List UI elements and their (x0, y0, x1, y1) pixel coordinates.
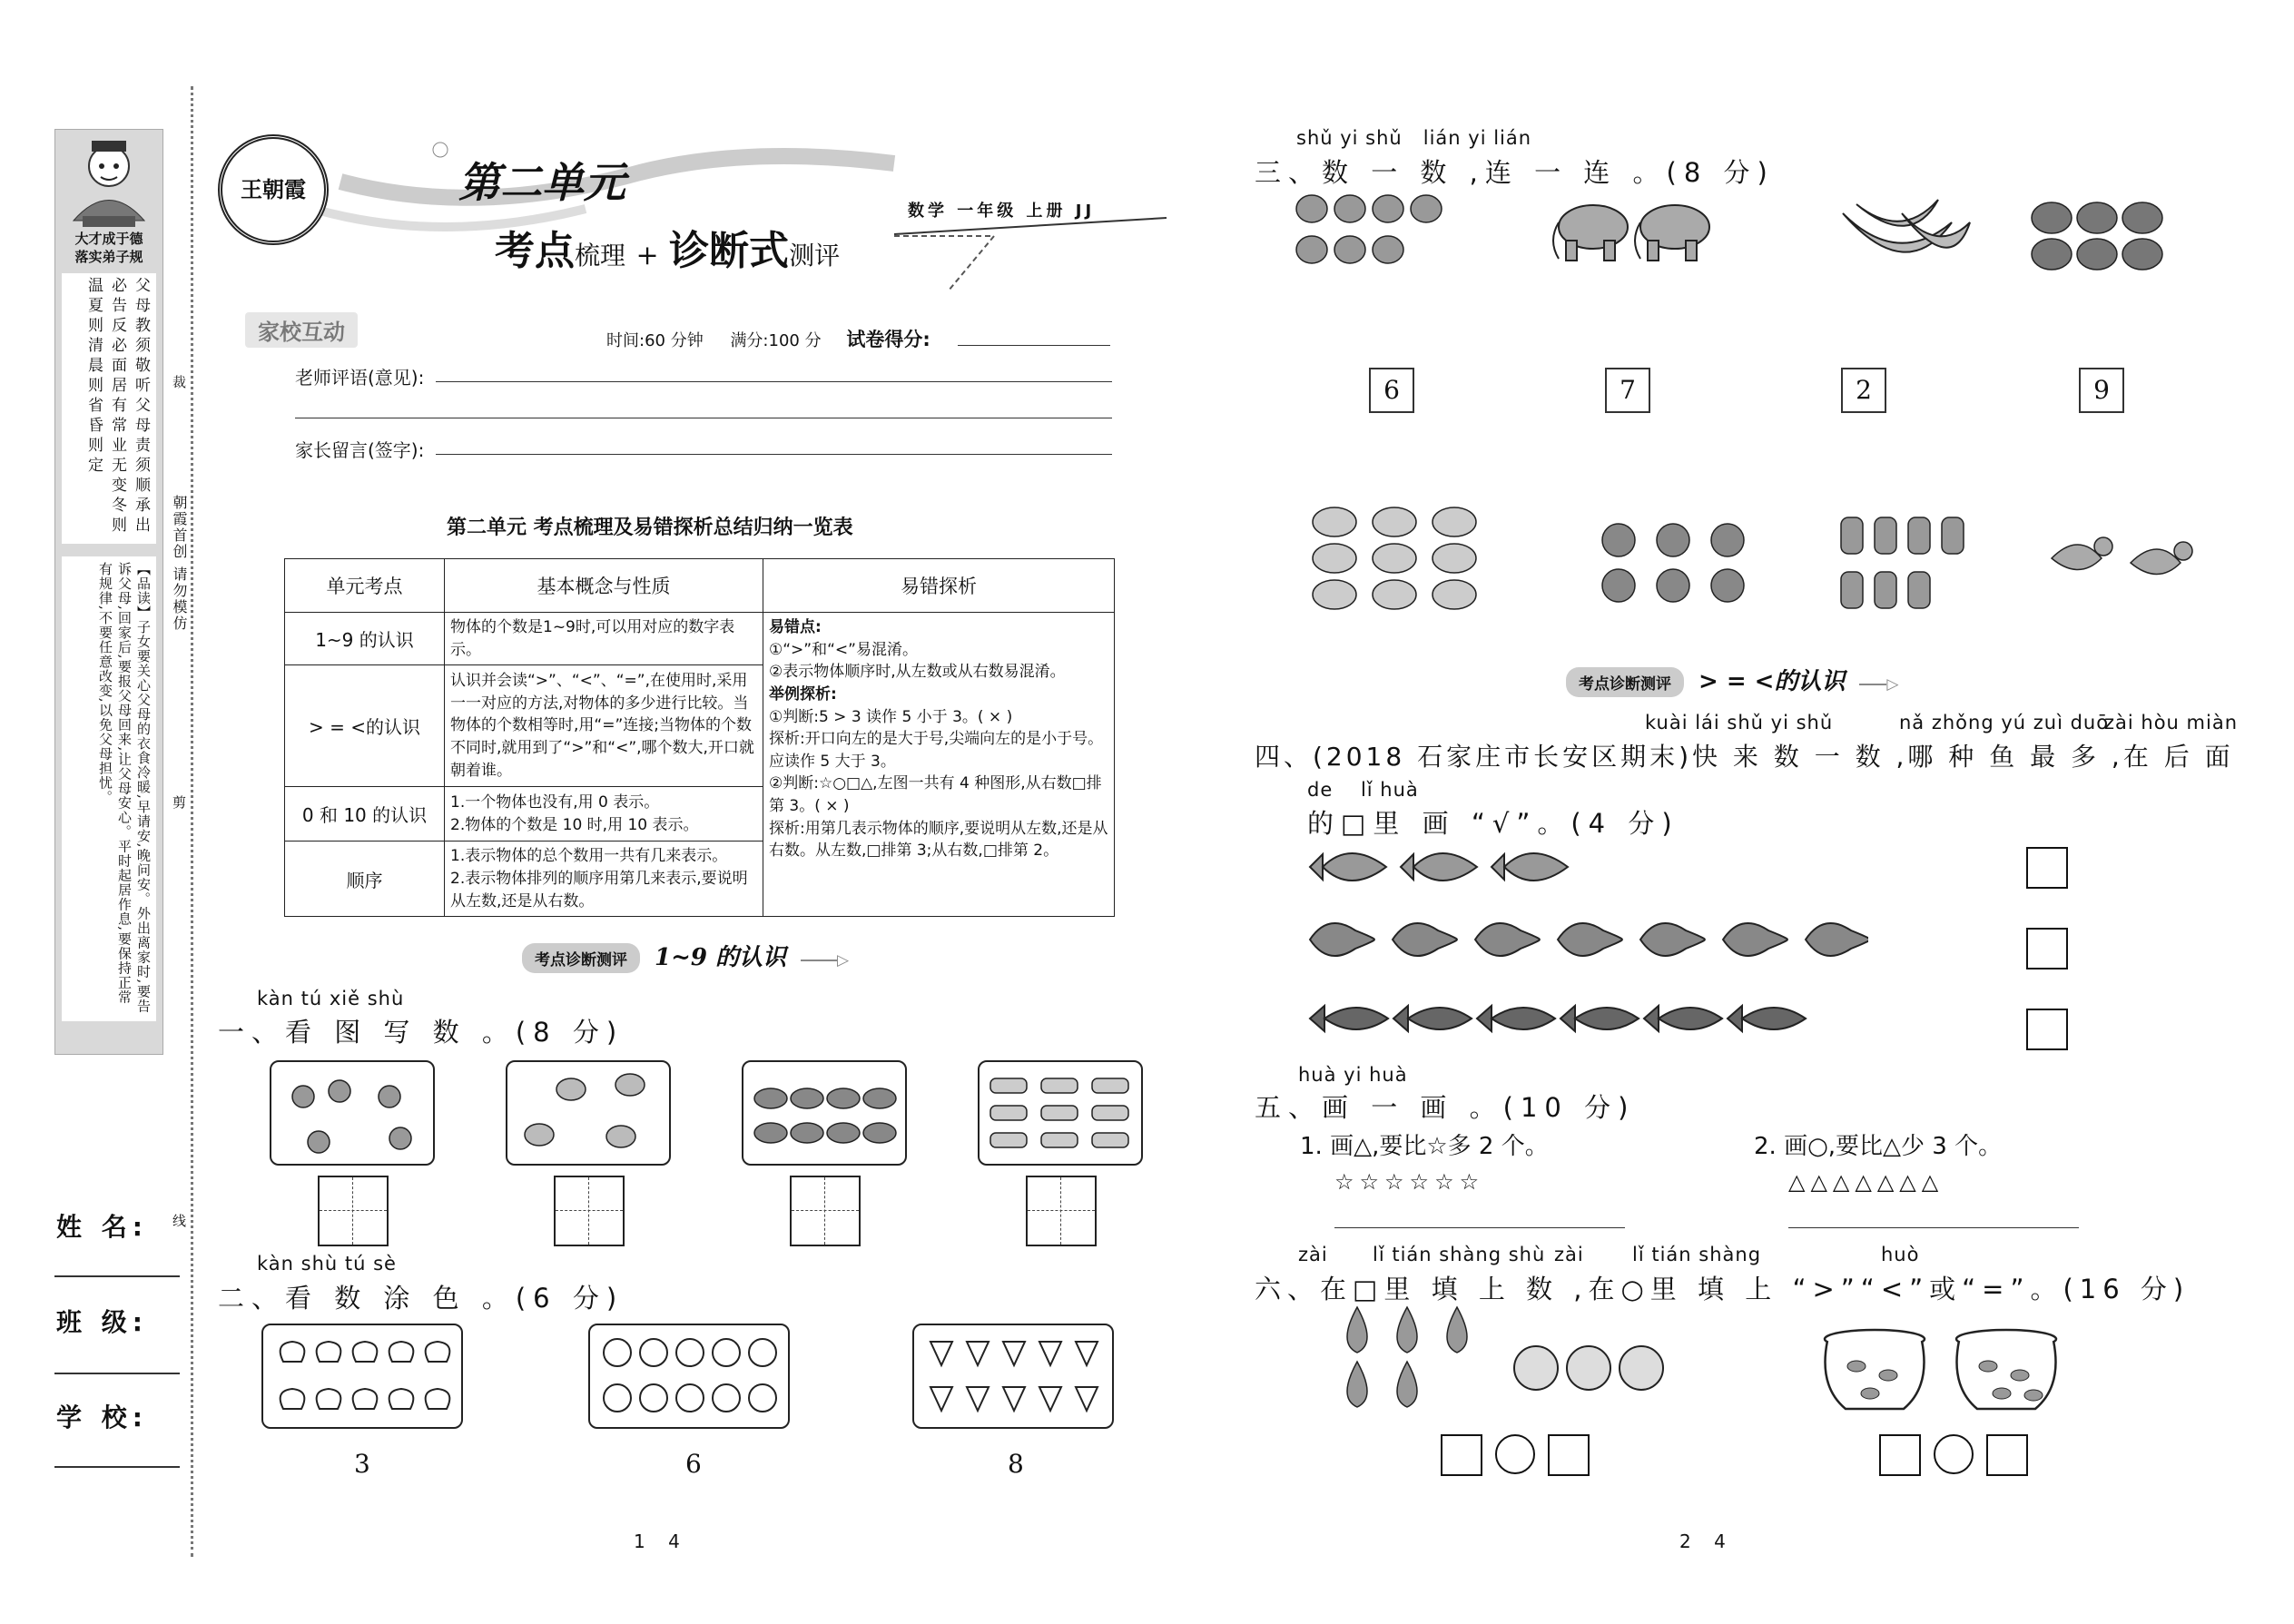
star-row: ☆☆☆☆☆☆ (1334, 1169, 1485, 1195)
q6-pinyin-a: zài (1298, 1244, 1328, 1265)
summary-title: 第二单元 考点梳理及易错探析总结归纳一览表 (447, 517, 853, 539)
class-label: 班 级: (56, 1307, 148, 1337)
ball-icon (590, 1325, 788, 1427)
header-topic: 单元考点 (285, 559, 445, 613)
q2-title: 二、看 数 涂 色 。(6 分) (218, 1283, 625, 1314)
q1-title: 一、看 图 写 数 。(8 分) (218, 1017, 625, 1048)
full-score-text: 满分:100 分 (730, 331, 822, 350)
picture-frame (588, 1324, 790, 1429)
draw-line[interactable] (1334, 1227, 1625, 1228)
topic-cell: 1~9 的认识 (285, 613, 445, 665)
time-text: 时间:60 分钟 (606, 331, 704, 350)
concept-cell: 1.一个物体也没有,用 0 表示。 2.物体的个数是 10 时,用 10 表示。 (445, 787, 763, 842)
parent-comment-field[interactable] (436, 454, 1112, 455)
side-note: 朝霞首创 请勿模仿 (171, 495, 188, 633)
q6-title: 六、在□里 填 上 数 ,在○里 填 上 “>”“<”或“=”。(16 分) (1255, 1274, 2191, 1304)
pear-icon (1334, 1303, 1493, 1416)
verse: 父母教须敬听父母责须顺承出必告反必面居有常业无变冬则温夏则清晨则省昏则定 (62, 273, 156, 544)
q5-pinyin: huà yi huà (1298, 1064, 1408, 1086)
section-banner: 考点诊断测评 > = <的认识 ▷ (1566, 663, 1898, 697)
number-card[interactable]: 6 (1369, 368, 1414, 413)
apple-icon (1509, 1339, 1668, 1393)
elephant-icon (1548, 195, 1729, 268)
reading-text: 【品读】子女要关心父母的衣食冷暖,早请安,晚问安。外出离家时,要告诉父母,回家后,要报父母回来,让父母安心。平时起居作息,要保持正常有规律,不要任意改变,以免父母担忧。 (62, 556, 156, 1021)
dog-icon (507, 1062, 669, 1164)
error-line: 举例探析: (769, 684, 837, 704)
error-line: 探析:用第几表示物体的顺序,要说明从左数,还是从右数。从左数,□排第 3;从右数,□排第 2。 (769, 819, 1108, 861)
score-label: 试卷得分: (846, 329, 930, 350)
banner-pill: 考点诊断测评 (1566, 667, 1684, 697)
q4-pinyin-d: de lǐ huà (1307, 779, 1419, 801)
carp-icon (1305, 994, 1814, 1044)
topic-cell: 顺序 (285, 842, 445, 917)
subtitle-plus: + (635, 240, 659, 271)
number-box[interactable] (1548, 1434, 1590, 1476)
header-concept: 基本概念与性质 (445, 559, 763, 613)
interaction-label: 家校互动 (245, 312, 358, 348)
subtitle-c: 诊断式 (669, 228, 790, 274)
book-tags: 数学 一年级 上册 JJ (908, 202, 1096, 221)
check-box[interactable] (2026, 847, 2068, 889)
fishbowl-icon (1820, 1321, 2065, 1421)
banner-topic: > = <的认识 (1698, 668, 1846, 695)
strawberry-icon (914, 1325, 1112, 1427)
banana-icon (1838, 195, 1974, 272)
q2-pinyin: kàn shù tú sè (257, 1253, 397, 1275)
score-field[interactable] (958, 345, 1110, 346)
bird-icon (2047, 527, 2201, 586)
q6-pinyin-b: lǐ tián shàng shù (1373, 1244, 1546, 1265)
tomato-icon (1596, 517, 1755, 608)
subtitle-a: 考点 (495, 228, 575, 274)
teacher-label: 老师评语(意见): (295, 367, 425, 389)
section-banner: 考点诊断测评 1~9 的认识 ▷ (522, 939, 849, 973)
color-count: 3 (354, 1449, 370, 1479)
subtitle-b: 梳理 (575, 241, 626, 271)
q5-item-2: 2. 画○,要比△少 3 个。 (1754, 1133, 2003, 1160)
cut-mark: 裁 (172, 374, 187, 390)
pig-icon (1307, 504, 1489, 617)
number-box[interactable] (1986, 1434, 2028, 1476)
color-count: 8 (1008, 1449, 1024, 1479)
pumpkin-icon (1294, 186, 1484, 272)
picture-frame (742, 1060, 907, 1166)
picture-frame (506, 1060, 671, 1166)
banner-pill: 考点诊断测评 (522, 943, 640, 973)
topic-cell: 0 和 10 的认识 (285, 787, 445, 842)
cut-mark: 线 (172, 1213, 187, 1229)
errors-cell (763, 613, 1115, 917)
school-label: 学 校: (56, 1403, 148, 1432)
table-row (285, 613, 1115, 665)
error-line: ②判断:☆○□△,左图一共有 4 种图形,从右数□排第 3。( × ) (769, 774, 1102, 816)
cat-icon (1834, 508, 1974, 622)
answer-box[interactable] (554, 1176, 625, 1246)
motto-sidebar (54, 129, 163, 1055)
number-card[interactable]: 7 (1605, 368, 1650, 413)
q6-pinyin-d: lǐ tián shàng (1632, 1244, 1762, 1265)
q4-pinyin-b: nǎ zhǒng yú zuì duō (1899, 712, 2110, 733)
car-icon (980, 1062, 1141, 1164)
page-subtitle (495, 218, 840, 276)
logo (218, 134, 329, 245)
topic-cell: > = <的认识 (285, 665, 445, 787)
logo-text: 王朝霞 (241, 176, 306, 202)
picture-frame (912, 1324, 1114, 1429)
number-card[interactable]: 9 (2079, 368, 2124, 413)
school-field[interactable] (54, 1466, 180, 1468)
peach-icon (263, 1325, 461, 1427)
picture-frame (978, 1060, 1143, 1166)
q6-pinyin-e: huò (1881, 1244, 1920, 1265)
answer-box[interactable] (790, 1176, 861, 1246)
check-box[interactable] (2026, 1009, 2068, 1050)
motto-2: 落实弟子规 (74, 249, 143, 265)
unit-title: 第二单元 (458, 158, 625, 207)
q3-title: 三、数 一 数 ,连 一 连 。(8 分) (1255, 157, 1775, 188)
error-line: 易错点: (769, 618, 822, 636)
watermelon-icon (2029, 195, 2183, 277)
q4-title-2: 的□里 画 “√”。(4 分) (1307, 808, 1679, 839)
check-box[interactable] (2026, 928, 2068, 969)
number-box[interactable] (1879, 1434, 1921, 1476)
q4-title: 四、(2018 石家庄市长安区期末)快 来 数 一 数 ,哪 种 鱼 最 多 ,在 后 面 (1255, 742, 2234, 772)
q4-pinyin-c: zài hòu miàn (2104, 712, 2239, 733)
error-line: ①判断:5 > 3 读作 5 小于 3。( × ) (769, 707, 1013, 726)
name-field[interactable] (54, 1275, 180, 1277)
q5-title: 五、画 一 画 。(10 分) (1255, 1092, 1636, 1123)
compare-circle[interactable] (1934, 1434, 1974, 1474)
color-count: 6 (685, 1449, 702, 1479)
subtitle-d: 测评 (789, 241, 841, 271)
concept-cell: 物体的个数是1~9时,可以用对应的数字表示。 (445, 613, 763, 665)
error-line: ②表示物体顺序时,从左数或从右数易混淆。 (769, 663, 1066, 682)
error-line: 探析:开口向左的是大于号,尖端向左的是小于号。应读作 5 大于 3。 (769, 730, 1104, 771)
class-field[interactable] (54, 1373, 180, 1374)
header-errors: 易错探析 (763, 559, 1115, 613)
cut-line (191, 86, 193, 1557)
scholar-icon (55, 130, 162, 230)
compare-circle[interactable] (1495, 1434, 1535, 1474)
page-number-left: 1 4 (634, 1530, 680, 1552)
concept-cell: 1.表示物体的总个数用一共有几来表示。 2.表示物体排列的顺序用第几来表示,要说明从左数,还是从右数。 (445, 842, 763, 917)
page-number-right: 2 4 (1679, 1530, 1726, 1552)
picture-frame (270, 1060, 435, 1166)
fish-icon (1305, 842, 1578, 892)
hedgehog-icon (743, 1062, 905, 1164)
number-card[interactable]: 2 (1841, 368, 1886, 413)
q3-pinyin: shǔ yi shǔ lián yi lián (1296, 127, 1532, 149)
triangle-row: △△△△△△△ (1788, 1169, 1944, 1195)
picture-frame (261, 1324, 463, 1429)
table-header-row (285, 559, 1115, 613)
teacher-comment-field[interactable] (436, 381, 1112, 382)
apple-icon (271, 1062, 433, 1164)
angelfish-icon (1305, 912, 1868, 967)
number-box[interactable] (1441, 1434, 1482, 1476)
banner-topic: 1~9 的认识 (655, 944, 787, 971)
q6-pinyin-c: zài (1554, 1244, 1584, 1265)
q5-item-1: 1. 画△,要比☆多 2 个。 (1300, 1133, 1549, 1160)
motto-1: 大才成于德 (74, 231, 143, 247)
q1-pinyin: kàn tú xiě shù (257, 988, 405, 1009)
summary-table (284, 558, 1115, 917)
cut-mark: 剪 (172, 794, 187, 811)
answer-box[interactable] (318, 1176, 389, 1246)
q4-pinyin-a: kuài lái shǔ yi shǔ (1645, 712, 1834, 733)
draw-line[interactable] (1788, 1227, 2079, 1228)
answer-box[interactable] (1026, 1176, 1097, 1246)
error-line: ①“>”和“<”易混淆。 (769, 640, 918, 659)
name-label: 姓 名: (56, 1212, 148, 1242)
parent-label: 家长留言(签字): (295, 439, 425, 461)
concept-cell: 认识并会读“>”、“<”、“=”,在使用时,采用一一对应的方法,对物体的多少进行比较。当物体的个数相等时,用“=”连接;当物体的个数不同时,就用到了“>”和“<”,哪个数大,开口就朝着谁。 (445, 665, 763, 787)
exam-meta (606, 325, 930, 352)
